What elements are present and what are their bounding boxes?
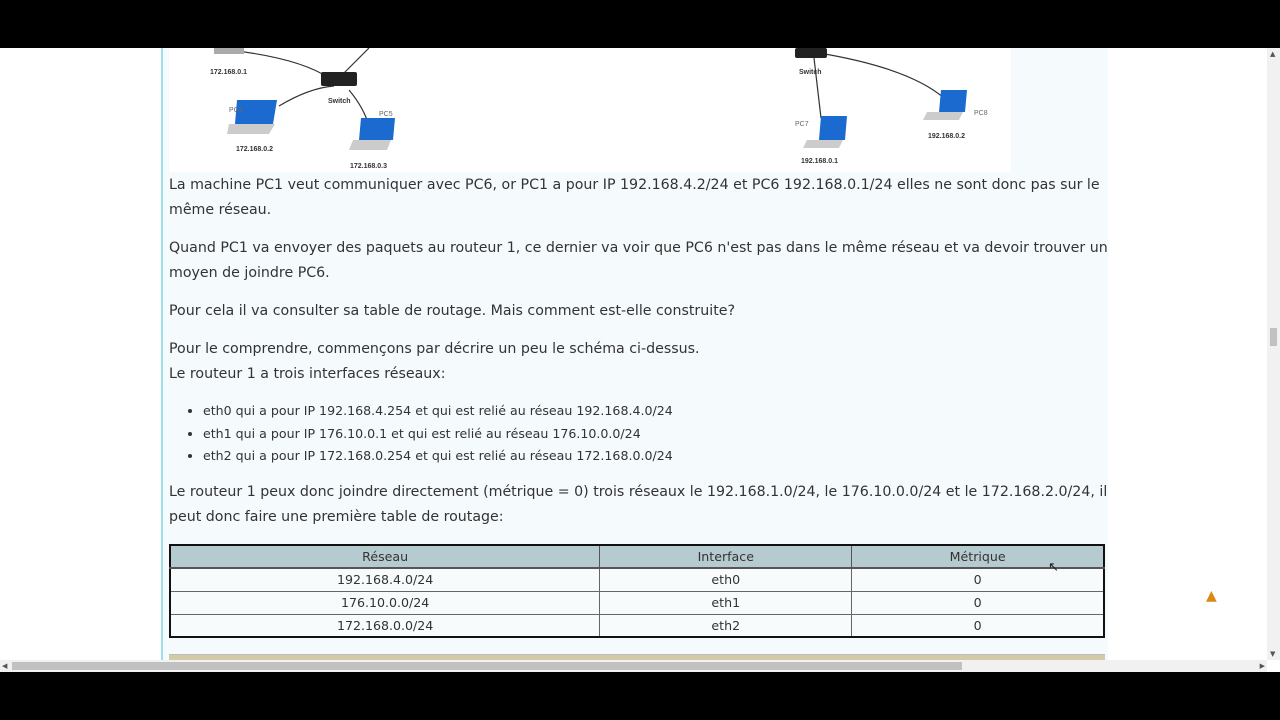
- laptop-icon: [214, 48, 967, 150]
- vertical-scrollbar[interactable]: [1267, 48, 1280, 660]
- scroll-to-top-icon[interactable]: ▲: [1206, 588, 1217, 604]
- article-content: [161, 48, 1108, 672]
- pc-label: PC7: [795, 121, 809, 128]
- paragraph: Le routeur 1 a trois interfaces réseaux:: [169, 366, 446, 382]
- paragraph: La machine PC1 veut communiquer avec PC6, or PC1 a pour IP 192.168.4.2/24 et PC6 192.168.0.1/24 elles ne sont donc pas sur le même réseau.: [169, 177, 1100, 218]
- ip-label: 192.168.0.2: [928, 133, 965, 140]
- pc-label: PC4: [229, 107, 243, 114]
- table-row: [170, 568, 1104, 591]
- cell: 0: [852, 568, 1104, 591]
- cell: eth1: [600, 591, 852, 614]
- browser-viewport: [0, 48, 1280, 672]
- paragraph: Pour cela il va consulter sa table de routage. Mais comment est-elle construite?: [169, 303, 736, 319]
- switch-label: Switch: [799, 69, 822, 76]
- pc-label: PC8: [974, 110, 988, 117]
- cell: 0: [852, 591, 1104, 614]
- network-diagram: [169, 48, 1011, 172]
- switch-label: Switch: [328, 98, 351, 105]
- list-item: • eth2 qui a pour IP 172.168.0.254 et qui est relié au réseau 172.168.0.0/24: [203, 445, 673, 468]
- cell: 176.10.0.0/24: [170, 591, 600, 614]
- cell: 172.168.0.0/24: [170, 614, 600, 637]
- cell: eth2: [600, 614, 852, 637]
- table-row: [170, 614, 1104, 637]
- ip-label: 172.168.0.1: [210, 69, 247, 76]
- horizontal-scrollbar-thumb[interactable]: [12, 662, 962, 670]
- cell: 0: [852, 614, 1104, 637]
- network-diagram-svg: [169, 48, 1011, 172]
- paragraph: Le routeur 1 peux donc joindre directement (métrique = 0) trois réseaux le 192.168.1.0/24, le 176.10.0.0/24 et le 172.168.2.0/24, il peut donc faire une première table de routage:: [169, 484, 1108, 525]
- scroll-left-icon[interactable]: ◀: [2, 662, 8, 670]
- ip-label: 172.168.0.3: [350, 163, 387, 170]
- horizontal-scrollbar[interactable]: [0, 660, 1267, 672]
- list-item: • eth0 qui a pour IP 192.168.4.254 et qui est relié au réseau 192.168.4.0/24: [203, 400, 673, 423]
- paragraph: Quand PC1 va envoyer des paquets au routeur 1, ce dernier va voir que PC6 n'est pas dans le même réseau et va devoir trouver un moyen de joindre PC6.: [169, 240, 1108, 281]
- routing-table: [169, 544, 1105, 638]
- ip-label: 172.168.0.2: [236, 146, 273, 153]
- vertical-scrollbar-thumb[interactable]: [1270, 328, 1277, 346]
- mouse-cursor-icon: ↖: [1048, 560, 1059, 575]
- interfaces-list: [189, 400, 673, 468]
- column-header: Réseau: [170, 545, 600, 568]
- paragraph: Pour le comprendre, commençons par décrire un peu le schéma ci-dessus.: [169, 341, 700, 357]
- table-header-row: [170, 545, 1104, 568]
- pc-label: PC5: [379, 111, 393, 118]
- ip-label: 192.168.0.1: [801, 158, 838, 165]
- column-header: Interface: [600, 545, 852, 568]
- scroll-up-icon[interactable]: ▲: [1270, 50, 1276, 58]
- table-row: [170, 591, 1104, 614]
- list-item: • eth1 qui a pour IP 176.10.0.1 et qui est relié au réseau 176.10.0.0/24: [203, 423, 673, 446]
- column-header: Métrique: [852, 545, 1104, 568]
- scroll-down-icon[interactable]: ▼: [1270, 650, 1276, 658]
- scroll-right-icon[interactable]: ▶: [1259, 662, 1265, 670]
- cell: eth0: [600, 568, 852, 591]
- cell: 192.168.4.0/24: [170, 568, 600, 591]
- switch-icon: [321, 48, 827, 86]
